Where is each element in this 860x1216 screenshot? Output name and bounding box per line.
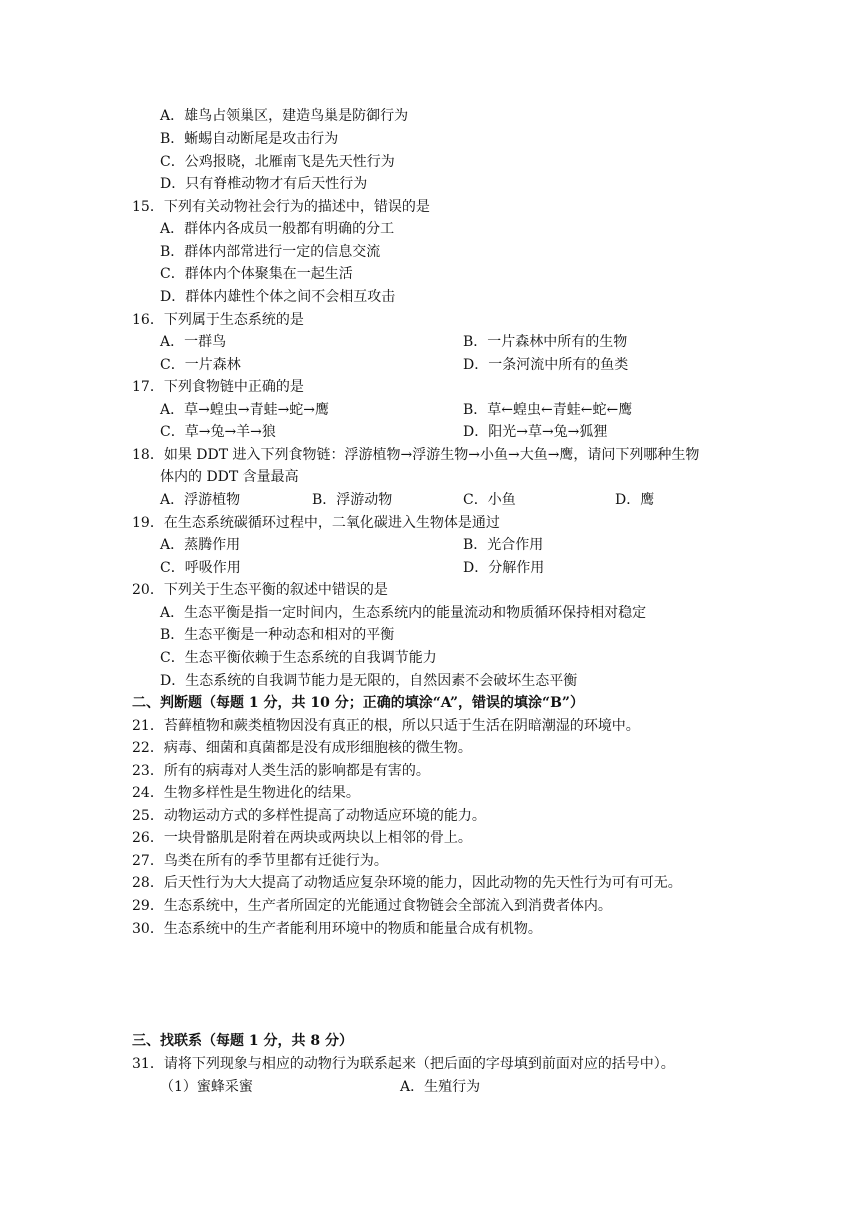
- tf-item: 28．后天性行为大大提高了动物适应复杂环境的能力，因此动物的先天性行为可有可无。: [132, 875, 682, 891]
- tf-item: 24．生物多样性是生物进化的结果。: [132, 785, 360, 801]
- q16-option-d: D．一条河流中所有的鱼类: [463, 357, 629, 373]
- q18-option-d: D．鹰: [615, 492, 655, 508]
- q19-option-b: B．光合作用: [463, 537, 544, 553]
- tf-item: 21．苔藓植物和蕨类植物因没有真正的根，所以只适于生活在阴暗潮湿的环境中。: [132, 718, 640, 734]
- q14-option-a: A．雄鸟占领巢区，建造鸟巢是防御行为: [160, 108, 409, 124]
- q20-option-c: C．生态平衡依赖于生态系统的自我调节能力: [160, 650, 437, 666]
- q14-option-b: B．蜥蜴自动断尾是攻击行为: [160, 131, 339, 147]
- q20-option-b: B．生态平衡是一种动态和相对的平衡: [160, 627, 395, 643]
- q17-option-b: B．草←蝗虫←青蛙←蛇←鹰: [463, 402, 633, 418]
- q20-option-a: A．生态平衡是指一定时间内，生态系统内的能量流动和物质循环保持相对稳定: [160, 605, 647, 621]
- tf-item: 23．所有的病毒对人类生活的影响都是有害的。: [132, 763, 430, 779]
- q16-option-b: B．一片森林中所有的生物: [463, 334, 628, 350]
- tf-item: 27．鸟类在所有的季节里都有迁徙行为。: [132, 853, 388, 869]
- tf-item: 30．生态系统中的生产者能利用环境中的物质和能量合成有机物。: [132, 921, 542, 937]
- tf-item: 29．生态系统中，生产者所固定的光能通过食物链会全部流入到消费者体内。: [132, 898, 612, 914]
- q18-option-b: B．浮游动物: [312, 492, 393, 508]
- q17-option-d: D．阳光→草→兔→狐狸: [463, 424, 608, 440]
- q18-stem-line2: 体内的 DDT 含量最高: [160, 469, 299, 485]
- q19-option-a: A．蒸腾作用: [160, 537, 241, 553]
- q17-option-a: A．草→蝗虫→青蛙→蛇→鹰: [160, 402, 330, 418]
- q17-stem: 17．下列食物链中正确的是: [132, 379, 304, 395]
- q15-option-c: C．群体内个体聚集在一起生活: [160, 266, 353, 282]
- q17-option-c: C．草→兔→羊→狼: [160, 424, 276, 440]
- q16-option-a: A．一群鸟: [160, 334, 227, 350]
- q19-stem: 19．在生态系统碳循环过程中，二氧化碳进入生物体是通过: [132, 515, 500, 531]
- q14-option-c: C．公鸡报晓，北雁南飞是先天性行为: [160, 154, 395, 170]
- section2-heading: 二、判断题（每题 1 分，共 10 分；正确的填涂“A”，错误的填涂“B”）: [132, 695, 584, 711]
- q20-option-d: D．生态系统的自我调节能力是无限的，自然因素不会破坏生态平衡: [160, 673, 578, 689]
- q18-stem-line1: 18．如果 DDT 进入下列食物链：浮游植物→浮游生物→小鱼→大鱼→鹰，请问下列哪种生物: [132, 447, 700, 463]
- match-right-item-a: A．生殖行为: [400, 1079, 481, 1095]
- match-left-item-1: （1）蜜蜂采蜜: [160, 1079, 253, 1095]
- q15-option-d: D．群体内雄性个体之间不会相互攻击: [160, 289, 396, 305]
- q15-option-a: A．群体内各成员一般都有明确的分工: [160, 221, 395, 237]
- q16-stem: 16．下列属于生态系统的是: [132, 312, 304, 328]
- tf-item: 26．一块骨骼肌是附着在两块或两块以上相邻的骨上。: [132, 830, 472, 846]
- q18-option-a: A．浮游植物: [160, 492, 241, 508]
- section3-heading: 三、找联系（每题 1 分，共 8 分）: [132, 1033, 353, 1049]
- q18-option-c: C．小鱼: [463, 492, 516, 508]
- q14-option-d: D．只有脊椎动物才有后天性行为: [160, 176, 368, 192]
- tf-item: 22．病毒、细菌和真菌都是没有成形细胞核的微生物。: [132, 740, 472, 756]
- q20-stem: 20．下列关于生态平衡的叙述中错误的是: [132, 582, 388, 598]
- q31-stem: 31．请将下列现象与相应的动物行为联系起来（把后面的字母填到前面对应的括号中）。: [132, 1056, 675, 1072]
- q15-option-b: B．群体内部常进行一定的信息交流: [160, 244, 381, 260]
- q16-option-c: C．一片森林: [160, 357, 241, 373]
- q19-option-d: D．分解作用: [463, 560, 545, 576]
- tf-item: 25．动物运动方式的多样性提高了动物适应环境的能力。: [132, 808, 486, 824]
- q19-option-c: C．呼吸作用: [160, 560, 241, 576]
- q15-stem: 15．下列有关动物社会行为的描述中，错误的是: [132, 199, 430, 215]
